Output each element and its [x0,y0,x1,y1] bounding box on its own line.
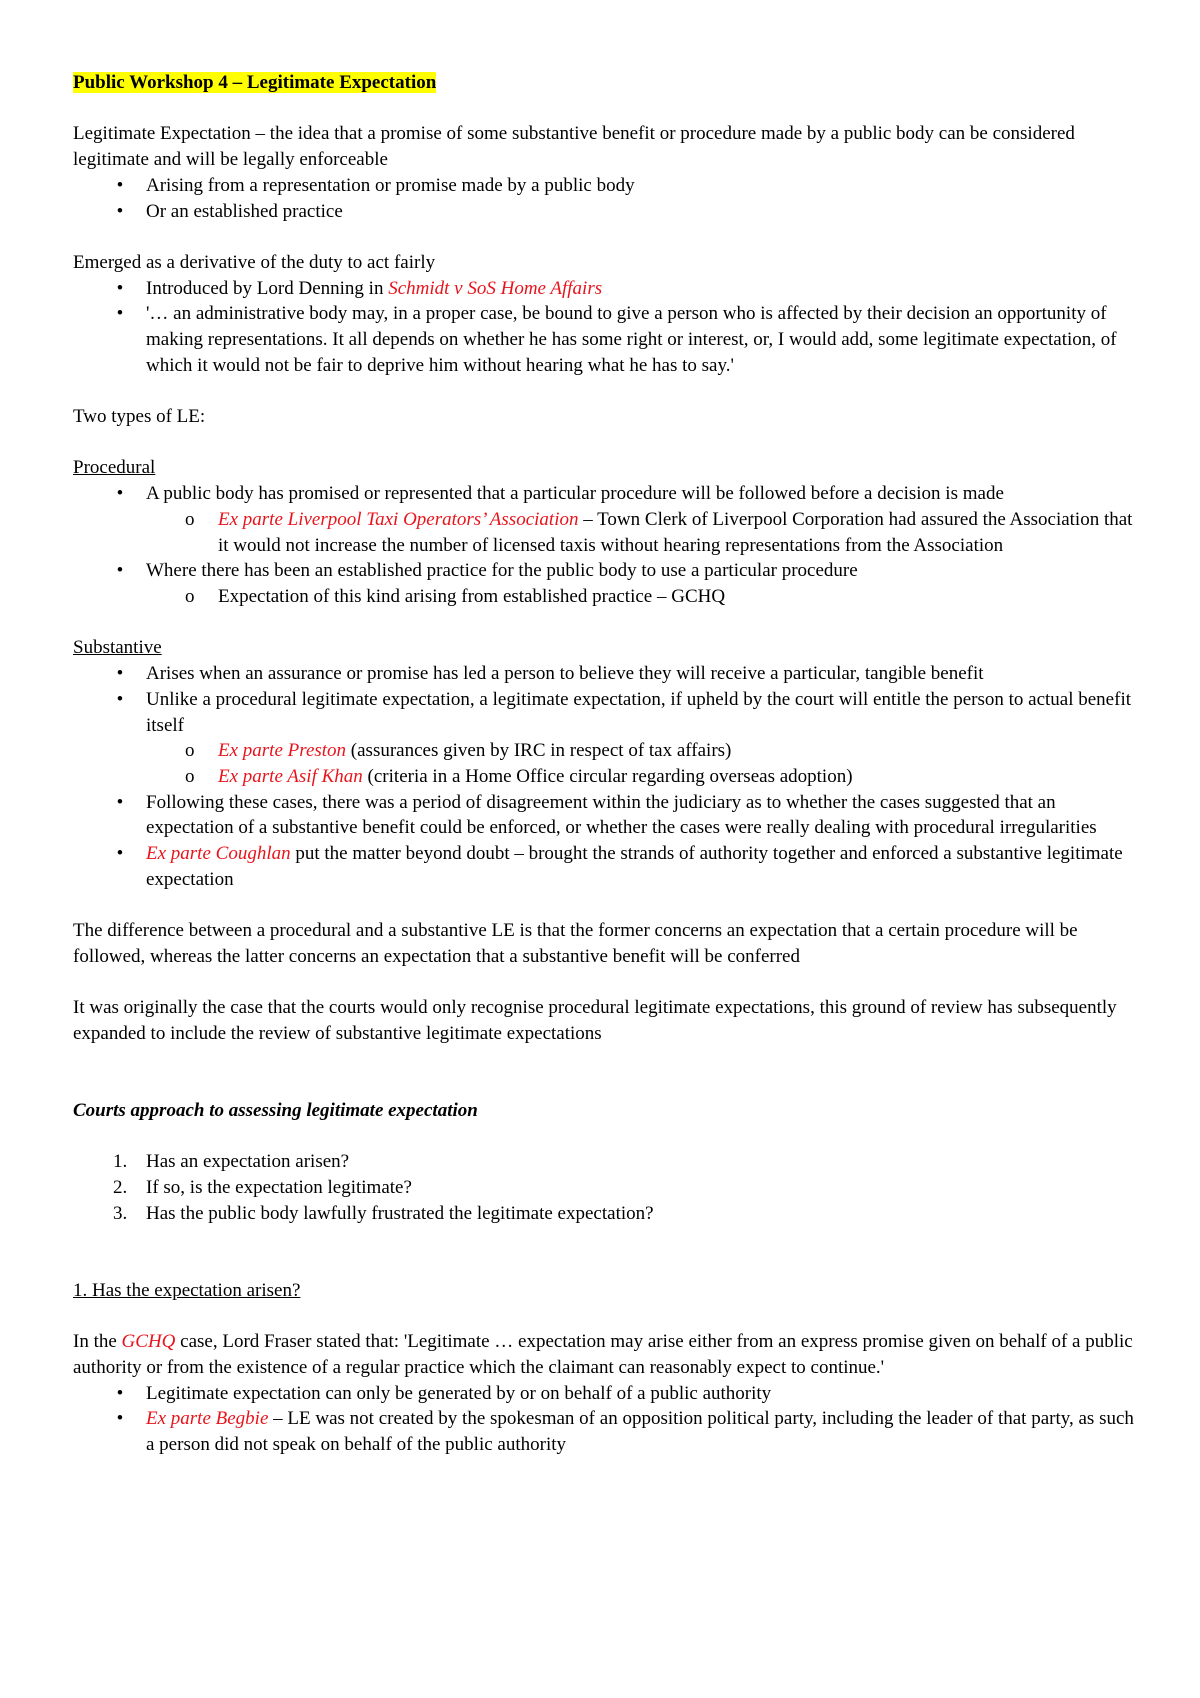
substantive-list [73,661,1140,892]
substantive-heading: Substantive [73,637,162,659]
case-citation: GCHQ [121,1331,176,1353]
case-citation: Ex parte Liverpool Taxi Operators’ Association [218,508,579,530]
two-types-label: Two types of LE: [73,406,206,428]
denning-quote: '… an administrative body may, in a proper case, be bound to give a person who is affected by their decision an opportunity of making representations. It all depends on whether he has some right or interest, or, I would add, some legitimate expectation, of which it would not be fair to deprive him without hearing what he has to say.' [146,303,1117,376]
emerged-lead: Emerged as a derivative of the duty to act fairly [73,251,436,273]
approach-heading: Courts approach to assessing legitimate expectation [73,1100,478,1121]
bullet-icon: • [116,843,124,865]
list-item: 1. Has an expectation arisen? [113,1151,350,1173]
section1-list [73,1381,1140,1458]
sub-bullet-icon: o [185,740,195,762]
list-item: • A public body has promised or represented that a particular procedure will be followed before a decision is made [73,481,1140,507]
sub-bullet-icon: o [185,765,195,787]
procedural-heading: Procedural [73,457,156,479]
procedural-list [73,481,1140,610]
bullet-icon: • [116,483,124,505]
list-item: • Arising from a representation or promise made by a public body [73,173,1140,199]
bullet-icon: • [116,1408,124,1430]
case-citation: Ex parte Preston [218,740,347,762]
section1-heading: 1. Has the expectation arisen? [73,1279,301,1301]
sub-list-item: o Ex parte Liverpool Taxi Operators’ Association – Town Clerk of Liverpool Corporation had assured the Association that it would not increase the number of licensed taxis without hearing representations from the Association [185,508,1133,556]
bullet-icon: • [116,174,124,196]
page-title-line [73,70,1140,96]
list-item [73,301,1140,378]
difference-paragraph: The difference between a procedural and a substantive LE is that the former concerns an expectation that a certain procedure will be followed, whereas the latter concerns an expectation that a substantive benefit will be conferred [73,920,1078,967]
list-item: • Legitimate expectation can only be generated by or on behalf of a public authority [73,1381,1140,1407]
sub-bullet-icon: o [185,586,195,607]
list-item: 2. If so, is the expectation legitimate? [113,1177,412,1199]
bullet-icon: • [116,791,124,813]
intro-definition: Legitimate Expectation – the idea that a promise of some substantive benefit or procedure made by a public body can be considered legitimate and will be legally enforceable [73,123,1075,171]
bullet-icon: • [116,200,124,222]
section1-paragraph: In the GCHQ case, Lord Fraser stated that: 'Legitimate … expectation may arise either from an express promise given on behalf of a public authority or from the existence of a regular practice which the claimant can reasonably expect to continue.' [73,1331,1133,1378]
case-citation: Schmidt v SoS Home Affairs [388,277,603,299]
bullet-icon: • [116,663,124,685]
bullet-icon: • [116,277,124,299]
list-item: • Where there has been an established practice for the public body to use a particular procedure [73,558,1140,584]
case-citation: Ex parte Coughlan [146,843,291,865]
list-item: • Or an established practice [73,199,1140,225]
case-citation: Ex parte Begbie [146,1408,269,1430]
bullet-icon: • [116,688,124,710]
emerged-list [73,276,1140,379]
sub-list-item: o Ex parte Preston (assurances given by IRC in respect of tax affairs) [73,738,1140,764]
list-item: • Arises when an assurance or promise has led a person to believe they will receive a particular, tangible benefit [73,661,1140,687]
list-item: • Introduced by Lord Denning in Schmidt v SoS Home Affairs [73,276,1140,302]
intro-list [73,173,1140,224]
sub-list-item: o Ex parte Asif Khan (criteria in a Home Office circular regarding overseas adoption) [73,764,1140,790]
list-item: • Following these cases, there was a period of disagreement within the judiciary as to whether the cases suggested that an expectation of a substantive benefit could be enforced, or whether the cases were really dealing with procedural irregularities [73,790,1140,841]
sub-list-item: o Expectation of this kind arising from established practice – GCHQ [73,584,1140,610]
list-item: 3. Has the public body lawfully frustrated the legitimate expectation? [113,1202,654,1224]
list-item: • Ex parte Coughlan put the matter beyond doubt – brought the strands of authority together and enforced a substantive legitimate expectation [73,841,1140,892]
list-item: • Unlike a procedural legitimate expectation, a legitimate expectation, if upheld by the court will entitle the person to actual benefit itself [73,687,1140,738]
originally-paragraph: It was originally the case that the courts would only recognise procedural legitimate expectations, this ground of review has subsequently expanded to include the review of substantive legitimate expectations [73,997,1117,1044]
bullet-icon: • [116,303,124,325]
page-title: Public Workshop 4 – Legitimate Expectation [73,72,437,93]
approach-steps [73,1149,1140,1226]
bullet-icon: • [116,560,124,582]
case-citation: Ex parte Asif Khan [218,765,363,787]
bullet-icon: • [116,1382,124,1404]
sub-bullet-icon: o [185,508,195,530]
list-item: • Ex parte Begbie – LE was not created by the spokesman of an opposition political party, including the leader of that party, as such a person did not speak on behalf of the public authority [73,1406,1140,1457]
